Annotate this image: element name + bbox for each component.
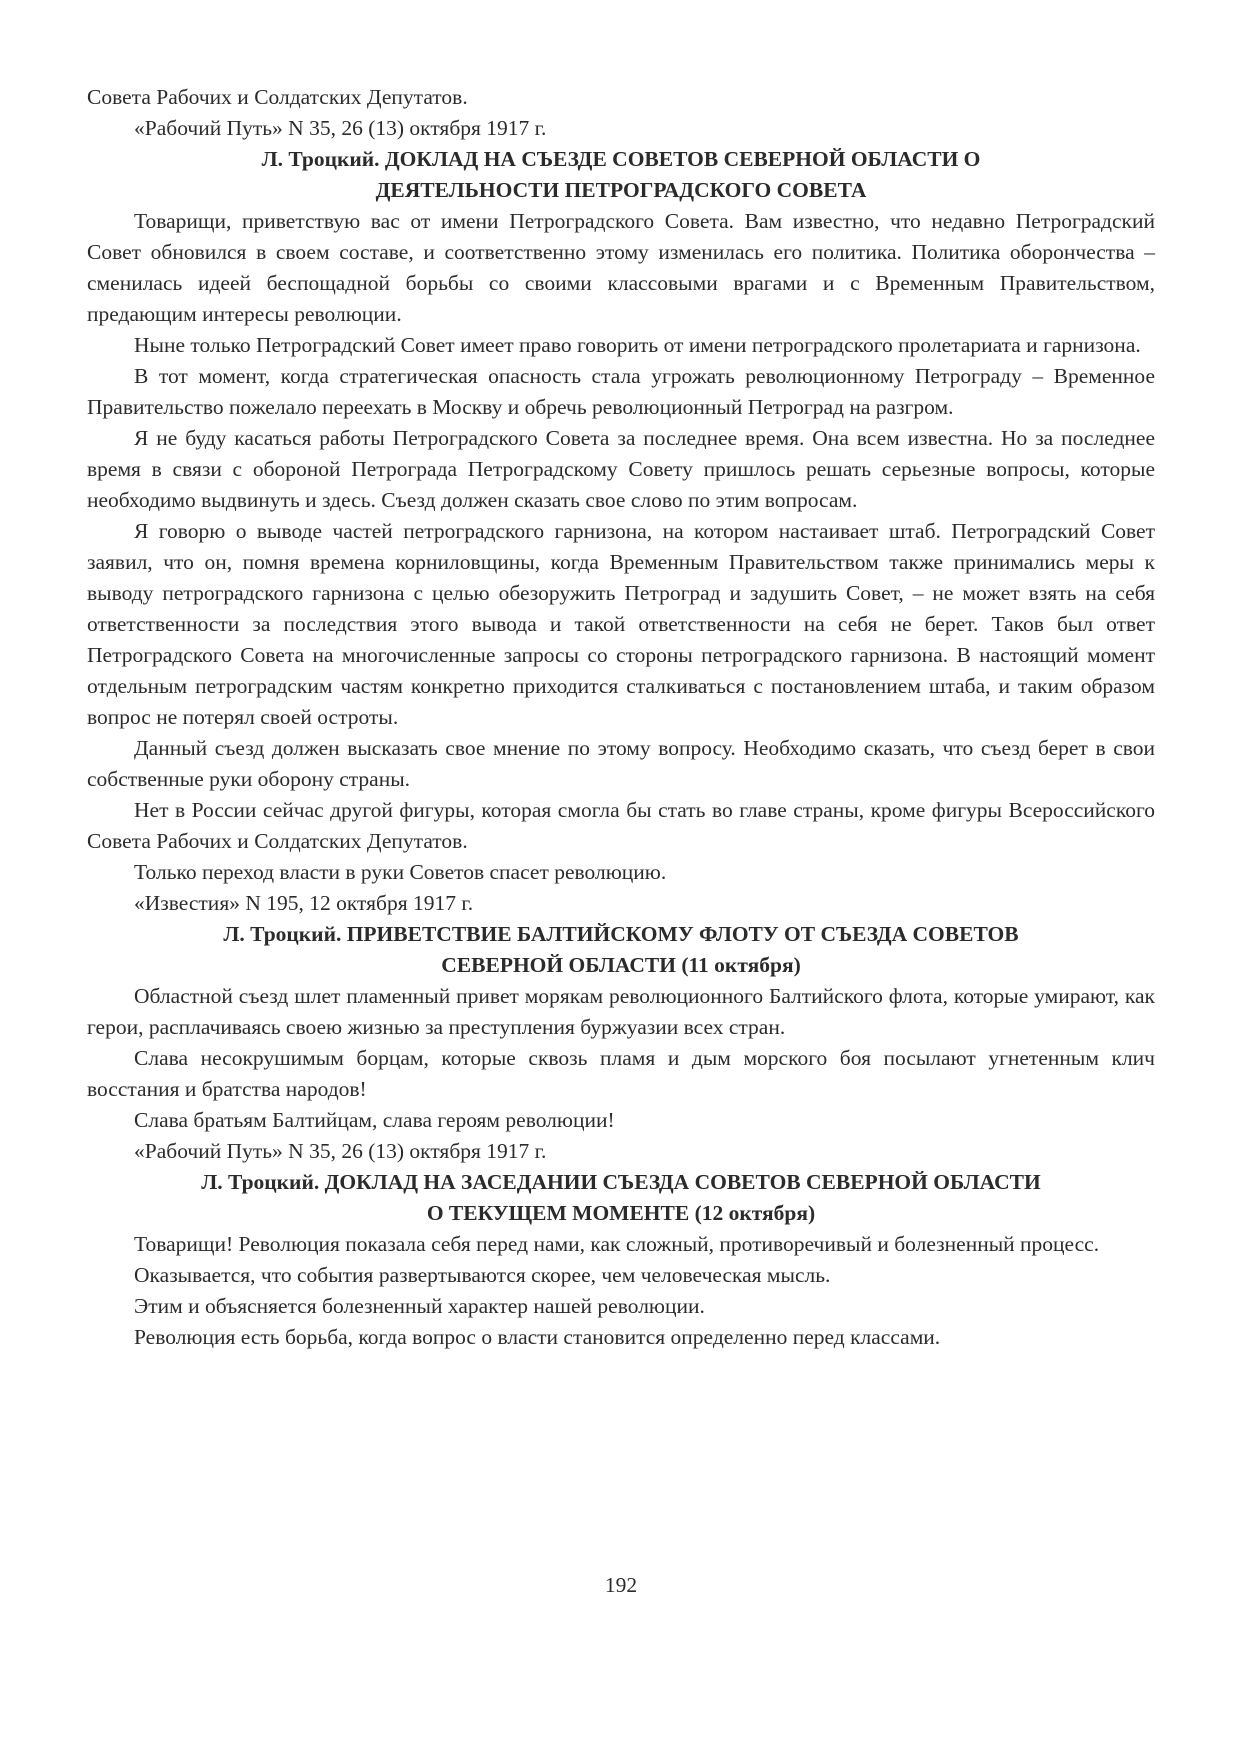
section-1-paragraph: Ныне только Петроградский Совет имеет право говорить от имени петроградского пролетариата и гарнизона. <box>134 333 1141 357</box>
section-1-paragraph: Я не буду касаться работы Петроградского Совета за последнее время. Она всем известна. Но за последнее время в связи с обороной Петрограда Петроградскому Совету пришлось решать серьезные вопросы, которые необходимо выдвинуть и здесь. Съезд должен сказать свое слово по этим вопросам. <box>87 426 1155 512</box>
section-2-source-citation: «Рабочий Путь» N 35, 26 (13) октября 1917 г. <box>134 1139 547 1163</box>
section-3-paragraph: Революция есть борьба, когда вопрос о власти становится определенно перед классами. <box>134 1325 941 1349</box>
section-1-heading <box>87 144 1155 206</box>
section-1-paragraph: Данный съезд должен высказать свое мнение по этому вопросу. Необходимо сказать, что съезд берет в свои собственные руки оборону страны. <box>87 736 1155 791</box>
section-3-heading-line-1: Л. Троцкий. ДОКЛАД НА ЗАСЕДАНИИ СЪЕЗДА СОВЕТОВ СЕВЕРНОЙ ОБЛАСТИ <box>201 1170 1041 1194</box>
section-2-heading-line-2: СЕВЕРНОЙ ОБЛАСТИ (11 октября) <box>441 953 801 977</box>
section-1-paragraph: Товарищи, приветствую вас от имени Петроградского Совета. Вам известно, что недавно Петроградский Совет обновился в своем составе, и соответственно этому изменилась его политика. Политика оборончества – сменилась идеей беспощадной борьбы со своими классовыми врагами и с Временным Правительством, предающим интересы революции. <box>87 209 1155 326</box>
section-2-paragraph: Слава братьям Балтийцам, слава героям революции! <box>134 1108 615 1132</box>
source-citation-1: «Рабочий Путь» N 35, 26 (13) октября 1917 г. <box>134 116 547 140</box>
section-1-heading-line-1: Л. Троцкий. ДОКЛАД НА СЪЕЗДЕ СОВЕТОВ СЕВЕРНОЙ ОБЛАСТИ О <box>261 147 981 171</box>
section-1-heading-line-2: ДЕЯТЕЛЬНОСТИ ПЕТРОГРАДСКОГО СОВЕТА <box>375 178 867 202</box>
section-1-source-citation: «Известия» N 195, 12 октября 1917 г. <box>134 891 474 915</box>
document-page <box>87 82 1155 1353</box>
section-3-heading <box>87 1167 1155 1229</box>
section-1-paragraph: Я говорю о выводе частей петроградского гарнизона, на котором настаивает штаб. Петроградский Совет заявил, что он, помня времена корниловщины, когда Временным Правительством также принимались меры к выводу петроградского гарнизона с целью обезоружить Петроград и задушить Совет, – не может взять на себя ответственности за последствия этого вывода и такой ответственности на себя не берет. Таков был ответ Петроградского Совета на многочисленные запросы со стороны петроградского гарнизона. В настоящий момент отдельным петроградским частям конкретно приходится сталкиваться с постановлением штаба, и таким образом вопрос не потерял своей остроты. <box>87 519 1155 729</box>
section-1-paragraph: Нет в России сейчас другой фигуры, которая смогла бы стать во главе страны, кроме фигуры Всероссийского Совета Рабочих и Солдатских Депутатов. <box>87 798 1155 853</box>
section-3-paragraph: Оказывается, что события развертываются скорее, чем человеческая мысль. <box>134 1263 831 1287</box>
section-2-paragraph: Слава несокрушимым борцам, которые сквозь пламя и дым морского боя посылают угнетенным клич восстания и братства народов! <box>87 1046 1155 1101</box>
section-2-paragraph: Областной съезд шлет пламенный привет морякам революционного Балтийского флота, которые умирают, как герои, расплачиваясь своею жизнью за преступления буржуазии всех стран. <box>87 984 1155 1039</box>
section-3-heading-line-2: О ТЕКУЩЕМ МОМЕНТЕ (12 октября) <box>426 1201 816 1225</box>
section-3-paragraph: Товарищи! Революция показала себя перед нами, как сложный, противоречивый и болезненный процесс. <box>134 1232 1100 1256</box>
section-1-paragraph: Только переход власти в руки Советов спасет революцию. <box>134 860 667 884</box>
top-fragment: Совета Рабочих и Солдатских Депутатов. <box>87 85 468 109</box>
page-number: 192 <box>604 1573 638 1597</box>
section-3-paragraph: Этим и объясняется болезненный характер нашей революции. <box>134 1294 705 1318</box>
section-2-heading-line-1: Л. Троцкий. ПРИВЕТСТВИЕ БАЛТИЙСКОМУ ФЛОТУ ОТ СЪЕЗДА СОВЕТОВ <box>223 922 1019 946</box>
section-2-heading <box>87 919 1155 981</box>
section-1-paragraph: В тот момент, когда стратегическая опасность стала угрожать революционному Петрограду – Временное Правительство пожелало переехать в Москву и обречь революционный Петроград на разгром. <box>87 364 1155 419</box>
